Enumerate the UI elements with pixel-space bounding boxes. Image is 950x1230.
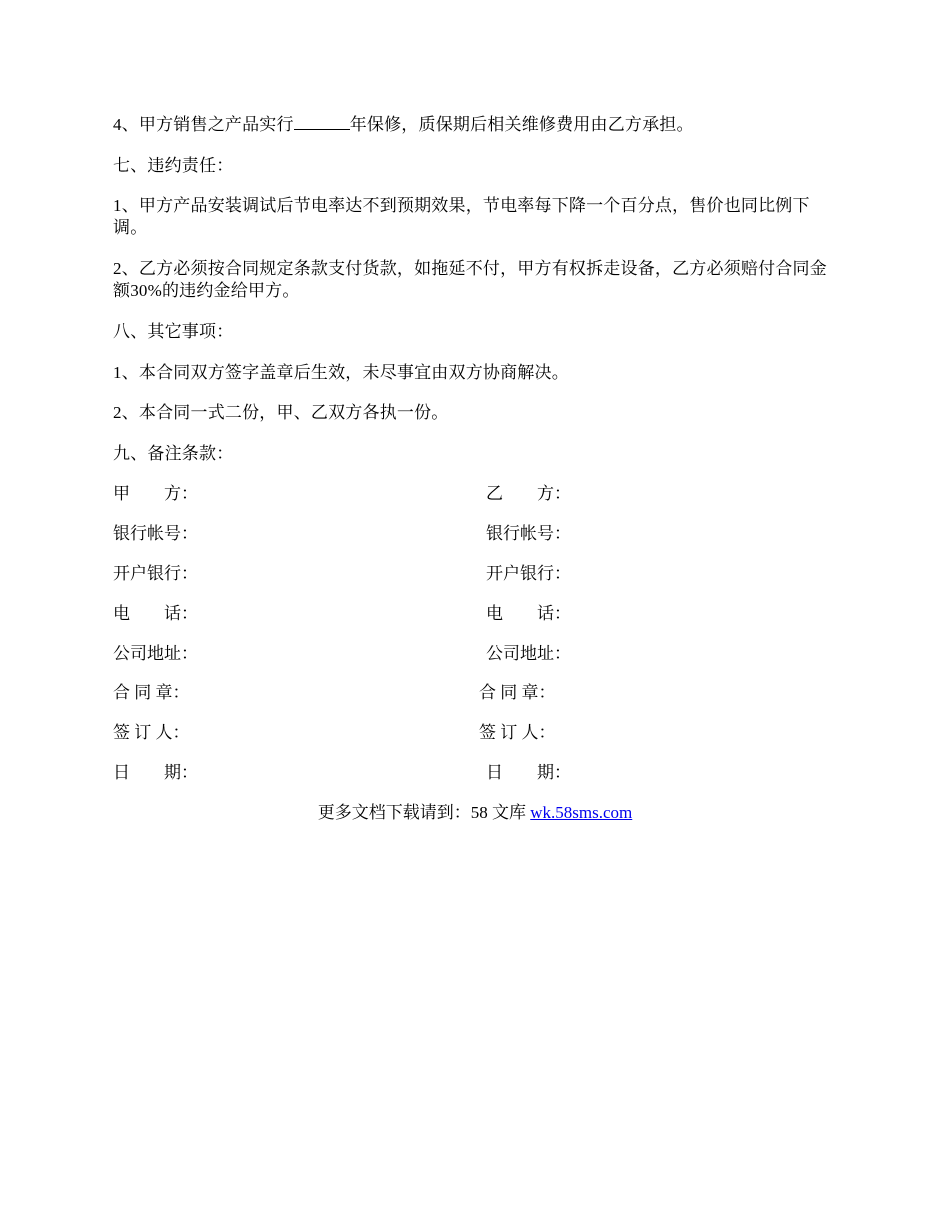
signature-row-bank-account bbox=[113, 523, 853, 545]
other-clause-2: 2、本合同一式二份，甲、乙双方各执一份。 bbox=[113, 403, 449, 422]
footer-text: 更多文档下载请到：58 文库 bbox=[317, 803, 531, 822]
bank-account-a-label: 银行帐号： bbox=[113, 524, 198, 543]
breach-clause-2: 2、乙方必须按合同规定条款支付货款，如拖延不付，甲方有权拆走设备，乙方必须赔付合同金额30%的违约金给甲方。 bbox=[113, 259, 827, 300]
signature-row-phone bbox=[113, 603, 853, 625]
signature-row-address bbox=[113, 643, 853, 665]
signature-row-party bbox=[113, 483, 853, 505]
bank-account-b-label: 银行帐号： bbox=[486, 524, 571, 543]
signature-row-seal bbox=[113, 682, 853, 704]
signer-b-label: 签 订 人： bbox=[479, 723, 556, 742]
phone-a-label: 电 话： bbox=[113, 604, 198, 623]
seal-a-label: 合 同 章： bbox=[113, 683, 190, 702]
bank-a-label: 开户银行： bbox=[113, 564, 198, 583]
warranty-clause-start: 4、甲方销售之产品实行 bbox=[113, 115, 294, 134]
other-heading: 八、其它事项： bbox=[113, 322, 234, 341]
warranty-clause bbox=[113, 113, 833, 136]
address-a-label: 公司地址： bbox=[113, 644, 198, 663]
warranty-clause-end: 年保修，质保期后相关维修费用由乙方承担。 bbox=[349, 115, 694, 134]
party-a-label: 甲 方： bbox=[113, 484, 198, 503]
signature-row-signer bbox=[113, 722, 853, 744]
date-b-label: 日 期： bbox=[486, 763, 571, 782]
breach-clause-1: 1、甲方产品安装调试后节电率达不到预期效果，节电率每下降一个百分点，售价也同比例下调。 bbox=[113, 196, 810, 237]
signature-row-bank bbox=[113, 563, 853, 585]
breach-heading: 七、违约责任： bbox=[113, 156, 234, 175]
party-b-label: 乙 方： bbox=[486, 484, 571, 503]
signature-row-date bbox=[113, 762, 853, 784]
signer-a-label: 签 订 人： bbox=[113, 723, 190, 742]
other-clause-1: 1、本合同双方签字盖章后生效，未尽事宜由双方协商解决。 bbox=[113, 363, 569, 382]
footer-link[interactable]: wk.58sms.com bbox=[530, 803, 633, 822]
seal-b-label: 合 同 章： bbox=[479, 683, 556, 702]
phone-b-label: 电 话： bbox=[486, 604, 571, 623]
date-a-label: 日 期： bbox=[113, 763, 198, 782]
bank-b-label: 开户银行： bbox=[486, 564, 571, 583]
remarks-heading: 九、备注条款： bbox=[113, 444, 234, 463]
address-b-label: 公司地址： bbox=[486, 644, 571, 663]
warranty-years-blank bbox=[294, 113, 350, 130]
download-footer bbox=[0, 802, 950, 824]
